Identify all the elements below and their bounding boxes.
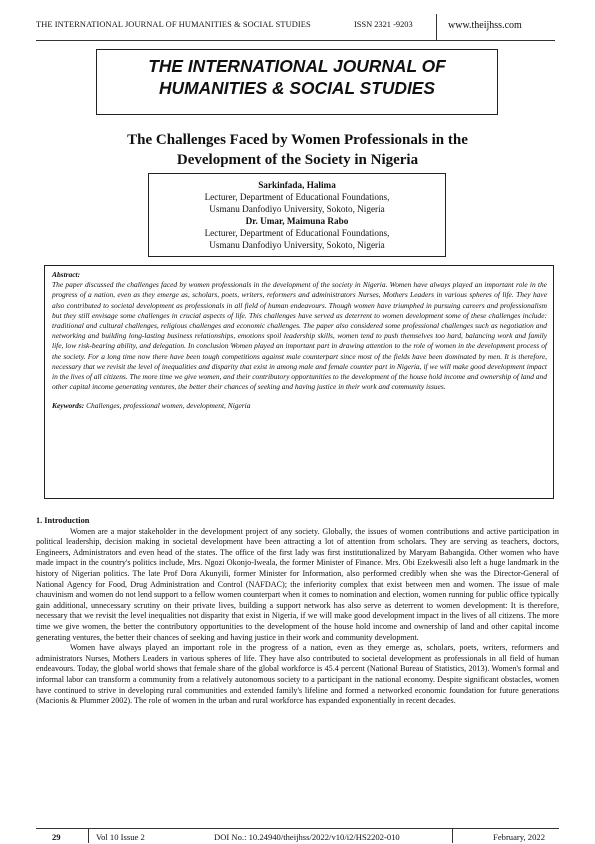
main-body [36, 516, 559, 707]
section-heading: 1. Introduction [36, 516, 90, 525]
author-name: Dr. Umar, Maimuna Rabo [245, 216, 349, 226]
footer-divider [88, 829, 89, 843]
author-affiliation: Lecturer, Department of Educational Foundations, [204, 228, 390, 238]
footer-rule [36, 828, 559, 829]
header-journal-name: THE INTERNATIONAL JOURNAL OF HUMANITIES & SOCIAL STUDIES [36, 20, 311, 29]
body-paragraph: Women have always played an important role in the progress of a nation, even as they emerge as, scholars, poets, writers, reformers and administrators Nurses, Mothers Leaders in various spheres of life. They have also contributed to societal development as professionals in all field of human endeavours. Today, the global world shows that female share of the global workforce is 45.4 percent (National Bureau of Statistics, 2013). Women's formal and informal labor can transform a community from a relatively autonomous society to a participant in the national economy. Despite significant obstacles, women have continued to strive in developing rural communities and extended family's lifeline and formed a networked economic foundation for future generations (Macionis & Plummer 2002). The role of women in the urban and rural workforce has expanded exponentially in recent decades. [36, 643, 559, 706]
abstract-box [44, 265, 554, 499]
author-name: Sarkinfada, Halima [258, 180, 336, 190]
header-rule [36, 40, 555, 41]
abstract-label: Abstract: [52, 270, 81, 279]
paper-title-line1: The Challenges Faced by Women Professionals in the [127, 132, 468, 148]
body-paragraph: Women are a major stakeholder in the development project of any society. Globally, the issues of women contributions and active participation in political leadership, decision making in societal development have been attracting a lot of attention from scholars. They are serving as teachers, doctors, Engineers, Administrators and even head of the states. The office of the first lady was first institutionalized by Maryam Babangida. Other women who have made impact in the country's politics include, Mrs. Ngozi Okonjo-Iweala, the former Minister of Finance. Mrs. Obi Ezekwesili also left a huge landmark in the history of Nigerian politics. The late Prof Dora Akunyili, former Minister for Information, also performed credibly when she was the Director-General of National Agency for Food, Drug Administration and Control (NAFDAC); the inferiority complex that exist between men and women. The issue of male chauvinism and women do not lend support to a fellow women counterpart when it comes to nomination and election, women running for public office typically gain additional, unnecessary scrutiny on their private lives, building a support network has also serve as deterrent to women development: It is therefore, necessary that we revisit the level inequalities not disparity that exist in Nigeria, if we will make good development impact in the lives of all citizens. The more time we give women, the better the contributory opportunities to the development of the house hold income and ownership of land and other capital income generating ventures, the better their chances of seeking and having justice in their work and community development. [36, 526, 559, 642]
keywords-text: Challenges, professional women, development, Nigeria [86, 401, 251, 411]
footer-divider [452, 829, 453, 843]
author-affiliation: Usmanu Danfodiyo University, Sokoto, Nigeria [209, 240, 385, 250]
journal-title [96, 55, 498, 99]
header-url-link[interactable]: www.theijhss.com [448, 20, 522, 31]
keywords-label: Keywords: [52, 401, 85, 411]
footer-doi: DOI No.: 10.24940/theijhss/2022/v10/i2/HS2202-010 [214, 832, 400, 842]
page-number: 29 [52, 832, 61, 842]
footer-volume: Vol 10 Issue 2 [96, 832, 145, 842]
journal-title-line2: HUMANITIES & SOCIAL STUDIES [158, 78, 436, 98]
running-footer [36, 832, 559, 844]
paper-title [40, 130, 555, 170]
running-header [36, 14, 555, 40]
header-issn: ISSN 2321 -9203 [354, 20, 413, 29]
paper-title-line2: Development of the Society in Nigeria [176, 152, 419, 168]
header-divider [436, 14, 437, 40]
author-affiliation: Usmanu Danfodiyo University, Sokoto, Nigeria [209, 204, 385, 214]
journal-title-line1: THE INTERNATIONAL JOURNAL OF [148, 56, 446, 76]
author-affiliation: Lecturer, Department of Educational Foundations, [204, 192, 390, 202]
footer-date: February, 2022 [493, 832, 545, 842]
abstract-text: The paper discussed the challenges faced by women professionals in the development of the society in Nigeria. Women have always played an important role in the progress of a nation, even as they emerge as, scholars, poets, writers, reformers and administrators Nurses, Mothers Leaders in various spheres of life. They have also contributed to societal development as professionals in all field of human endeavours. Though women have triumphed in pursuing careers and professionalism but they still envisage some challenges in crucial aspects of life. This challenges have served as deterrent to women development some of these challenges include: traditional and cultural challenges, religious challenges and economic challenges. The paper also considered some professional challenges such as negotiation and networking and building long-lasting business relationships, emotions spoil leadership skills, women tend to push themselves too hard, balancing work and family life, low risk-bearing ability, and delegation. In conclusion Women played an important part in drawing attention to the role of women in the development process of the society. For a long time now there have been tough competitions against male counterpart since most of the fields have been dominated by men. It is therefore, necessary that we revisit the level of inequalities and disparity that exist in among male and female counter part in Nigeria, if we will make good development impact in the lives of all citizens. The more time we give women, and their contributory opportunities to the development of the house hold income and ownership of land and other capital income generating ventures, the better their chances of seeking and having justice in their work and community issues. [52, 280, 547, 392]
keywords [52, 401, 547, 411]
authors-box [148, 173, 446, 257]
